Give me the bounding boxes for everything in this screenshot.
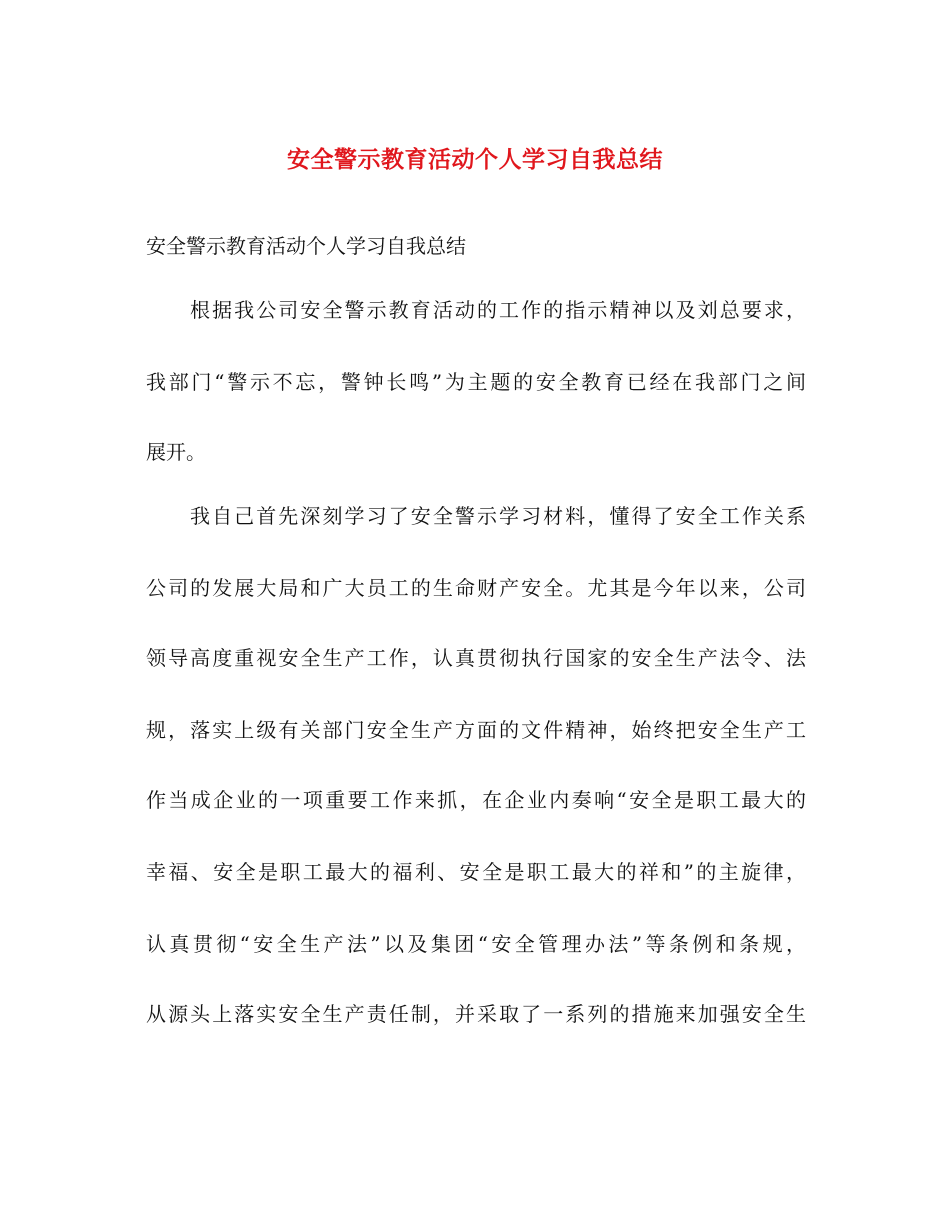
paragraph-1-line-1: 根据我公司安全警示教育活动的工作的指示精神以及刘总要求， [190,298,806,322]
paragraph-2-line-4: 规，落实上级有关部门安全生产方面的文件精神，始终把安全生产工 [146,718,806,742]
paragraph-2-line-7: 认真贯彻“安全生产法”以及集团“安全管理办法”等条例和条规， [146,932,806,956]
paragraph-1-line-2: 我部门“警示不忘，警钟长鸣”为主题的安全教育已经在我部门之间 [146,370,806,394]
paragraph-2-line-1: 我自己首先深刻学习了安全警示学习材料，懂得了安全工作关系 [190,504,806,528]
paragraph-2-line-3: 领导高度重视安全生产工作，认真贯彻执行国家的安全生产法令、法 [146,646,806,670]
document-title: 安全警示教育活动个人学习自我总结 [287,146,663,173]
paragraph-2-line-6: 幸福、安全是职工最大的福利、安全是职工最大的祥和”的主旋律， [146,860,806,884]
paragraph-2-line-8: 从源头上落实安全生产责任制，并采取了一系列的措施来加强安全生 [146,1002,806,1026]
document-subtitle: 安全警示教育活动个人学习自我总结 [146,234,466,258]
paragraph-1-line-3: 展开。 [146,440,206,464]
paragraph-2-line-2: 公司的发展大局和广大员工的生命财产安全。尤其是今年以来，公司 [146,576,806,600]
paragraph-2-line-5: 作当成企业的一项重要工作来抓，在企业内奏响“安全是职工最大的 [146,788,806,812]
